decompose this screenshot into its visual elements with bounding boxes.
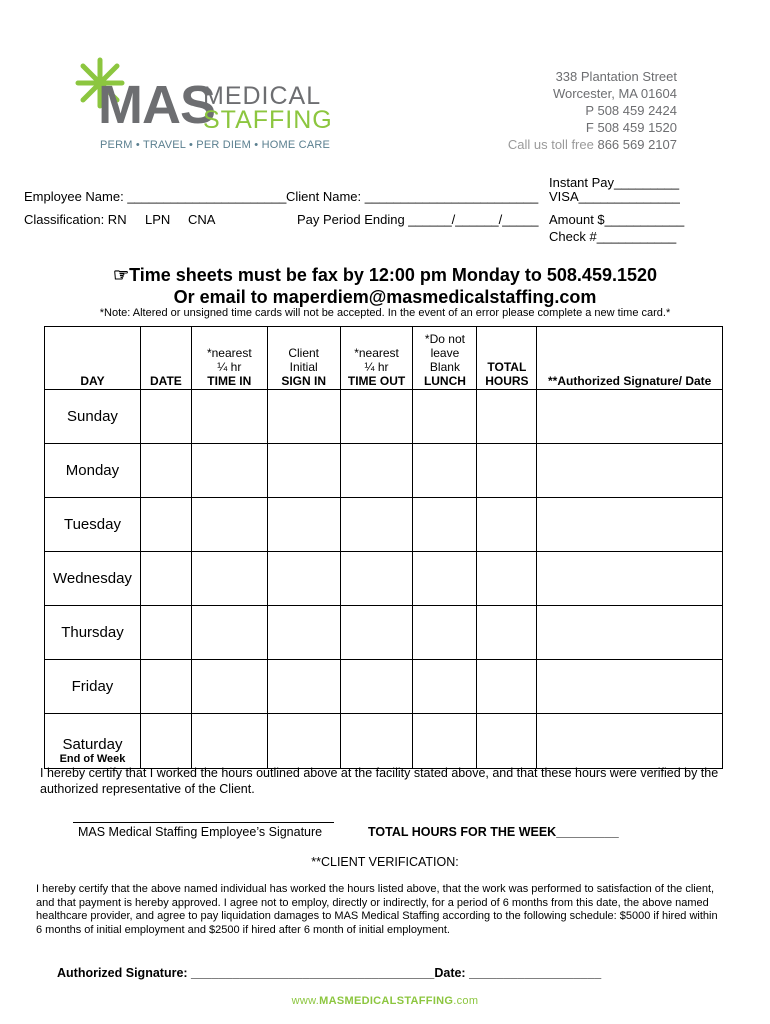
client-verification-legal-text: I hereby certify that the above named individual has worked the hours listed above, that the work was performed to satisfaction of the client, and that payment is hereby approved. I agree not to employ, directly or indirectly, for a period of 6 months from this date, the above named healthcare provider, and agree to pay liquidation damages to MAS Medical Staffing according to the following schedule: $5000 if hired within 6 months of initial employment and $2500 if hired after 6 month of initial employment. [36, 883, 718, 936]
time-in-cell[interactable] [191, 606, 267, 660]
signature-cell[interactable] [537, 714, 723, 769]
day-label: Friday [71, 678, 114, 695]
table-row [45, 714, 723, 769]
day-label: Thursday [61, 624, 124, 641]
day-label: Sunday [67, 408, 118, 425]
day-cell [45, 444, 141, 498]
lunch-cell[interactable] [413, 714, 477, 769]
time-out-cell[interactable] [340, 606, 413, 660]
table-row [45, 444, 723, 498]
time-out-cell[interactable] [340, 444, 413, 498]
total-hours-cell[interactable] [477, 552, 537, 606]
time-in-cell[interactable] [191, 444, 267, 498]
time-in-cell[interactable] [191, 498, 267, 552]
instant-pay-field[interactable]: Instant Pay_________ [549, 175, 680, 190]
lunch-cell[interactable] [413, 444, 477, 498]
header-total-hours: TOTAL HOURS [477, 327, 537, 390]
day-cell [45, 390, 141, 444]
total-hours-cell[interactable] [477, 390, 537, 444]
header-sign-in: Client Initial SIGN IN [267, 327, 340, 390]
header-date: DATE [140, 327, 191, 390]
logo-tagline: PERM • TRAVEL • PER DIEM • HOME CARE [100, 139, 331, 151]
sign-in-cell[interactable] [267, 552, 340, 606]
time-out-cell[interactable] [340, 552, 413, 606]
tollfree-number: 866 569 2107 [597, 137, 677, 152]
time-in-cell[interactable] [191, 552, 267, 606]
day-label: Saturday [62, 736, 123, 753]
classification-rn[interactable]: Classification: RN [24, 212, 127, 227]
sign-in-cell[interactable] [267, 444, 340, 498]
time-out-cell[interactable] [340, 714, 413, 769]
day-cell [45, 660, 141, 714]
signature-cell[interactable] [537, 444, 723, 498]
table-row [45, 606, 723, 660]
table-row [45, 660, 723, 714]
sign-in-cell[interactable] [267, 498, 340, 552]
end-of-week-label: End of Week [59, 753, 126, 765]
sign-in-cell[interactable] [267, 390, 340, 444]
header-day: DAY [45, 327, 141, 390]
table-row [45, 390, 723, 444]
sign-in-cell[interactable] [267, 714, 340, 769]
date-cell[interactable] [140, 498, 191, 552]
employee-signature-label: MAS Medical Staffing Employee’s Signature [78, 825, 323, 839]
time-out-cell[interactable] [340, 390, 413, 444]
day-label: Monday [65, 462, 120, 479]
classification-cna[interactable]: CNA [188, 212, 216, 227]
authorized-signature-field[interactable]: Authorized Signature: ___________________________________Date: ___________________ [57, 966, 602, 980]
header-time-in: *nearest ¼ hr TIME IN [191, 327, 267, 390]
time-out-cell[interactable] [340, 498, 413, 552]
day-label: Tuesday [63, 516, 121, 533]
date-cell[interactable] [140, 714, 191, 769]
time-out-cell[interactable] [340, 660, 413, 714]
date-cell[interactable] [140, 390, 191, 444]
timesheet-table [44, 326, 723, 769]
time-in-cell[interactable] [191, 714, 267, 769]
logo-medical-text: MEDICAL [203, 82, 322, 110]
signature-cell[interactable] [537, 552, 723, 606]
signature-cell[interactable] [537, 660, 723, 714]
total-hours-cell[interactable] [477, 444, 537, 498]
employee-name-field[interactable]: Employee Name: ______________________ [24, 189, 287, 204]
sign-in-cell[interactable] [267, 660, 340, 714]
day-cell [45, 714, 141, 769]
total-hours-cell[interactable] [477, 660, 537, 714]
signature-cell[interactable] [537, 390, 723, 444]
day-label: Wednesday [52, 570, 132, 587]
header-lunch: *Do not leave Blank LUNCH [413, 327, 477, 390]
logo-staffing-text: STAFFING [203, 106, 333, 134]
fax-deadline-notice: ☞Time sheets must be fax by 12:00 pm Monday to 508.459.1520 [112, 265, 658, 285]
address-fax: F 508 459 1520 [585, 120, 677, 135]
date-cell[interactable] [140, 606, 191, 660]
total-hours-cell[interactable] [477, 714, 537, 769]
time-in-cell[interactable] [191, 660, 267, 714]
date-cell[interactable] [140, 552, 191, 606]
date-cell[interactable] [140, 660, 191, 714]
sign-in-cell[interactable] [267, 606, 340, 660]
client-name-field[interactable]: Client Name: ________________________ [286, 189, 539, 204]
lunch-cell[interactable] [413, 606, 477, 660]
time-in-cell[interactable] [191, 390, 267, 444]
lunch-cell[interactable] [413, 552, 477, 606]
address-street: 338 Plantation Street [555, 69, 677, 84]
signature-cell[interactable] [537, 498, 723, 552]
signature-cell[interactable] [537, 606, 723, 660]
date-cell[interactable] [140, 444, 191, 498]
footer-website[interactable]: www.MASMEDICALSTAFFING.com [291, 995, 479, 1007]
visa-field[interactable]: VISA______________ [549, 189, 680, 204]
email-notice: Or email to maperdiem@masmedicalstaffing.com [173, 287, 597, 307]
total-hours-cell[interactable] [477, 606, 537, 660]
lunch-cell[interactable] [413, 390, 477, 444]
header-time-out: *nearest ¼ hr TIME OUT [340, 327, 413, 390]
table-header-row [45, 327, 723, 390]
total-hours-cell[interactable] [477, 498, 537, 552]
lunch-cell[interactable] [413, 660, 477, 714]
check-field[interactable]: Check #___________ [549, 229, 677, 244]
day-cell [45, 498, 141, 552]
lunch-cell[interactable] [413, 498, 477, 552]
total-hours-week-field[interactable]: TOTAL HOURS FOR THE WEEK_________ [368, 825, 619, 839]
logo-mas-text: MAS [98, 75, 215, 135]
altered-timecard-note: *Note: Altered or unsigned time cards will not be accepted. In the event of an error please complete a new time card.* [99, 307, 671, 319]
day-cell [45, 552, 141, 606]
amount-field[interactable]: Amount $___________ [549, 212, 685, 227]
table-row [45, 552, 723, 606]
address-city: Worcester, MA 01604 [552, 86, 677, 101]
classification-lpn[interactable]: LPN [145, 212, 171, 227]
address-phone: P 508 459 2424 [585, 103, 677, 118]
day-cell [45, 606, 141, 660]
table-row [45, 498, 723, 552]
client-verification-heading: **CLIENT VERIFICATION: [311, 855, 459, 869]
employee-signature-line[interactable] [73, 822, 334, 823]
tollfree-label: Call us toll free [507, 137, 594, 152]
employee-certification-text: I hereby certify that I worked the hours outlined above at the facility stated above, and that these hours were verified by the authorized representative of the Client. [40, 766, 719, 796]
address-tollfree [508, 136, 677, 153]
header-signature: **Authorized Signature/ Date [537, 327, 723, 390]
pay-period-field[interactable]: Pay Period Ending ______/______/_____ [297, 212, 539, 227]
